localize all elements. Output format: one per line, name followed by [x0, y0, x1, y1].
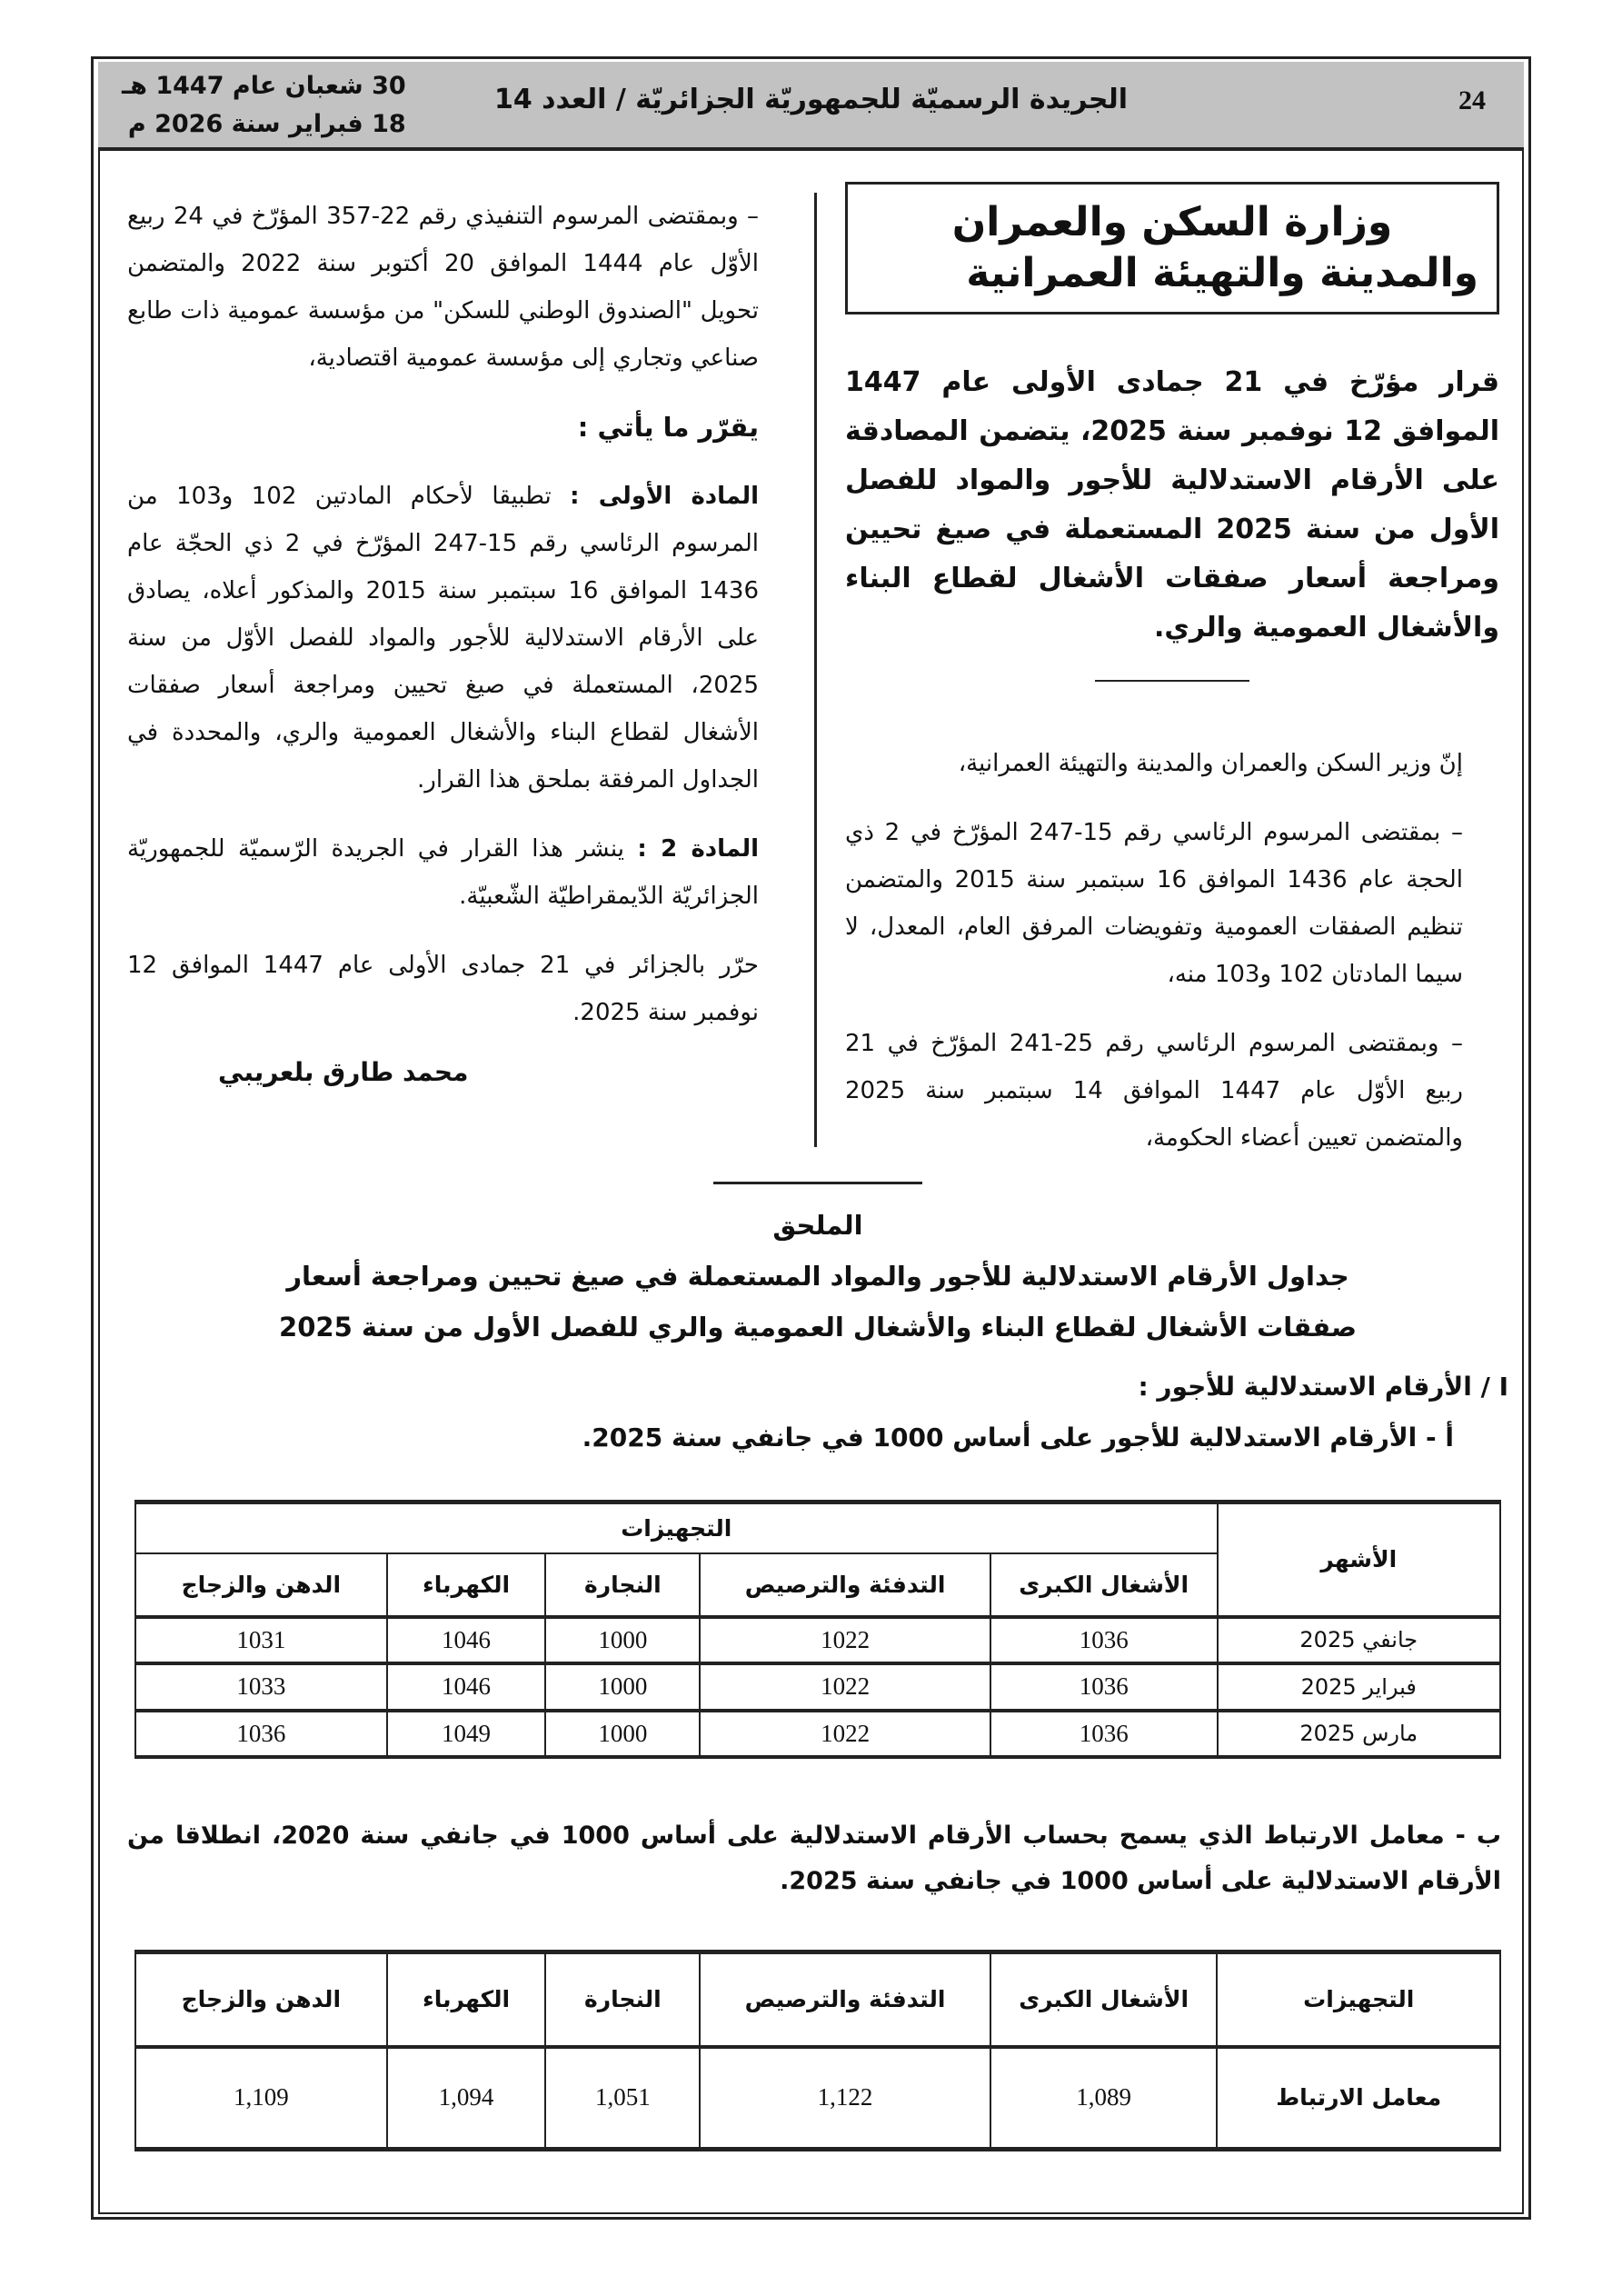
journal-title: الجريدة الرسميّة للجمهوريّة الجزائريّة / العدد 14 [493, 84, 1129, 115]
month-cell: مارس 2025 [1218, 1711, 1500, 1758]
section-1-heading: I / الأرقام الاستدلالية للأجور : [1138, 1372, 1508, 1402]
value-cell: 1046 [387, 1663, 546, 1711]
value-cell: 1022 [700, 1663, 990, 1711]
value-cell: 1036 [135, 1711, 387, 1758]
column-divider [814, 193, 817, 1147]
annex-title-line-1: جداول الأرقام الاستدلالية للأجور والمواد المستعملة في صيغ تحيين ومراجعة أسعار [286, 1261, 1349, 1292]
month-cell: فبراير 2025 [1218, 1663, 1500, 1711]
recital-1: – بمقتضى المرسوم الرئاسي رقم 15-247 المؤرّخ في 2 ذي الحجة عام 1436 الموافق 16 سبتمبر سنة 2015 والمتضمن تنظيم الصفقات العمومية وتفويضات المرفق العام، المعدل، لا سيما المادتان 102 و103 منه، [845, 819, 1463, 988]
divider [1095, 680, 1249, 682]
col-header: التدفئة والترصيص [700, 1553, 990, 1617]
value-cell: 1,051 [545, 2047, 700, 2150]
recital-3: – وبمقتضى المرسوم التنفيذي رقم 22-357 المؤرّخ في 24 ربيع الأوّل عام 1444 الموافق 20 أكتوبر سنة 2022 والمتضمن تحويل "الصندوق الوطني للسكن" من مؤسسة عمومية ذات طابع صناعي وتجاري إلى مؤسسة عمومية اقتصادية، [127, 203, 760, 372]
article-2 [127, 825, 795, 920]
col-header: الكهرباء [387, 1952, 546, 2047]
value-cell: 1033 [135, 1663, 387, 1711]
table-row [135, 2047, 1500, 2150]
annex-title-line-2: صفقات الأشغال لقطاع البناء والأشغال العمومية والري للفصل الأول من سنة 2025 [279, 1312, 1357, 1343]
col-header: الكهرباء [387, 1553, 546, 1617]
value-cell: 1022 [700, 1617, 990, 1664]
annex [127, 1200, 1508, 1463]
month-cell: جانفي 2025 [1218, 1617, 1500, 1664]
col-header: التدفئة والترصيص [700, 1952, 990, 2047]
subsection-a-heading: أ - الأرقام الاستدلالية للأجور على أساس 1000 في جانفي سنة 2025. [582, 1423, 1454, 1452]
value-cell: 1000 [545, 1711, 700, 1758]
subsection-b-heading: ب - معامل الارتباط الذي يسمح بحساب الأرقام الاستدلالية على أساس 1000 في جانفي سنة 2020، انطلاقا من الأرقام الاستدلالية على أساس 1000 في جانفي سنة 2025. [127, 1822, 1501, 1895]
decision-title: قرار مؤرّخ في 21 جمادى الأولى عام 1447 الموافق 12 نوفمبر سنة 2025، يتضمن المصادقة على الأرقام الاستدلالية للأجور والمواد للفصل الأول من سنة 2025 المستعملة في صيغ تحيين ومراجعة أسعار صفقات الأشغال لقطاع البناء والأشغال العمومية والري. [845, 366, 1500, 644]
issue-date [122, 67, 406, 144]
equipment-group-header: التجهيزات [135, 1502, 1218, 1553]
recital-2: – وبمقتضى المرسوم الرئاسي رقم 25-241 المؤرّخ في 21 ربيع الأوّل عام 1447 الموافق 14 سبتمبر سنة 2025 والمتضمن تعيين أعضاء الحكومة، [845, 1030, 1464, 1152]
page-number: 24 [1458, 85, 1486, 115]
value-cell: 1049 [387, 1711, 546, 1758]
col-header: الأشغال الكبرى [990, 1952, 1218, 2047]
col-header: الدهن والزجاج [135, 1952, 387, 2047]
value-cell: 1,089 [990, 2047, 1218, 2150]
article-1 [127, 473, 795, 804]
date-hijri: 30 شعبان عام 1447 هـ [122, 72, 406, 100]
col-header: الدهن والزجاج [135, 1553, 387, 1617]
article-1-label: المادة الأولى : [570, 483, 759, 510]
right-column [845, 182, 1499, 1162]
correlation-coefficient-table [134, 1950, 1501, 2151]
signature: محمد طارق بلعريبي [218, 1057, 469, 1087]
table-row [135, 1617, 1500, 1664]
annex-heading: الملحق [772, 1210, 863, 1241]
value-cell: 1,122 [700, 2047, 990, 2150]
value-cell: 1046 [387, 1617, 546, 1664]
article-2-text: ينشر هذا القرار في الجريدة الرّسميّة للجمهوريّة الجزائريّة الدّيمقراطيّة الشّعبيّة. [127, 835, 759, 910]
table-row [135, 1663, 1500, 1711]
intro: إنّ وزير السكن والعمران والمدينة والتهيئة العمرانية، [958, 750, 1463, 777]
months-header: الأشهر [1218, 1502, 1500, 1617]
wage-index-table [134, 1500, 1501, 1759]
value-cell: 1036 [990, 1711, 1218, 1758]
left-column [127, 193, 795, 1096]
value-cell: 1031 [135, 1617, 387, 1664]
article-1-text: تطبيقا لأحكام المادتين 102 و103 من المرسوم الرئاسي رقم 15-247 المؤرّخ في 2 ذي الحجّة عام 1436 الموافق 16 سبتمبر سنة 2015 والمذكور أعلاه، يصادق على الأرقام الاستدلالية للأجور والمواد للفصل الأوّل من سنة 2025، المستعملة في صيغ تحيين ومراجعة أسعار صفقات الأشغال لقطاع البناء والأشغال العمومية والري، والمحددة في الجداول المرفقة بملحق هذا القرار. [127, 483, 759, 794]
table-row [135, 1711, 1500, 1758]
decides-heading: يقرّر ما يأتي : [577, 412, 759, 443]
done-at: حرّر بالجزائر في 21 جمادى الأولى عام 1447 الموافق 12 نوفمبر سنة 2025. [127, 952, 759, 1026]
ministry-heading: وزارة السكن والعمران والمدينة والتهيئة العمرانية [845, 182, 1499, 314]
value-cell: 1022 [700, 1711, 990, 1758]
page-header [98, 62, 1524, 151]
value-cell: 1,109 [135, 2047, 387, 2150]
annex-divider [713, 1182, 922, 1184]
value-cell: 1036 [990, 1663, 1218, 1711]
col-header: النجارة [545, 1952, 700, 2047]
value-cell: 1,094 [387, 2047, 546, 2150]
value-cell: 1000 [545, 1663, 700, 1711]
equipment-header: التجهيزات [1217, 1952, 1500, 2047]
col-header: الأشغال الكبرى [990, 1553, 1218, 1617]
value-cell: 1000 [545, 1617, 700, 1664]
col-header: النجارة [545, 1553, 700, 1617]
value-cell: 1036 [990, 1617, 1218, 1664]
date-gregorian: 18 فبراير سنة 2026 م [127, 110, 406, 138]
article-2-label: المادة 2 : [637, 835, 760, 863]
row-label: معامل الارتباط [1217, 2047, 1500, 2150]
